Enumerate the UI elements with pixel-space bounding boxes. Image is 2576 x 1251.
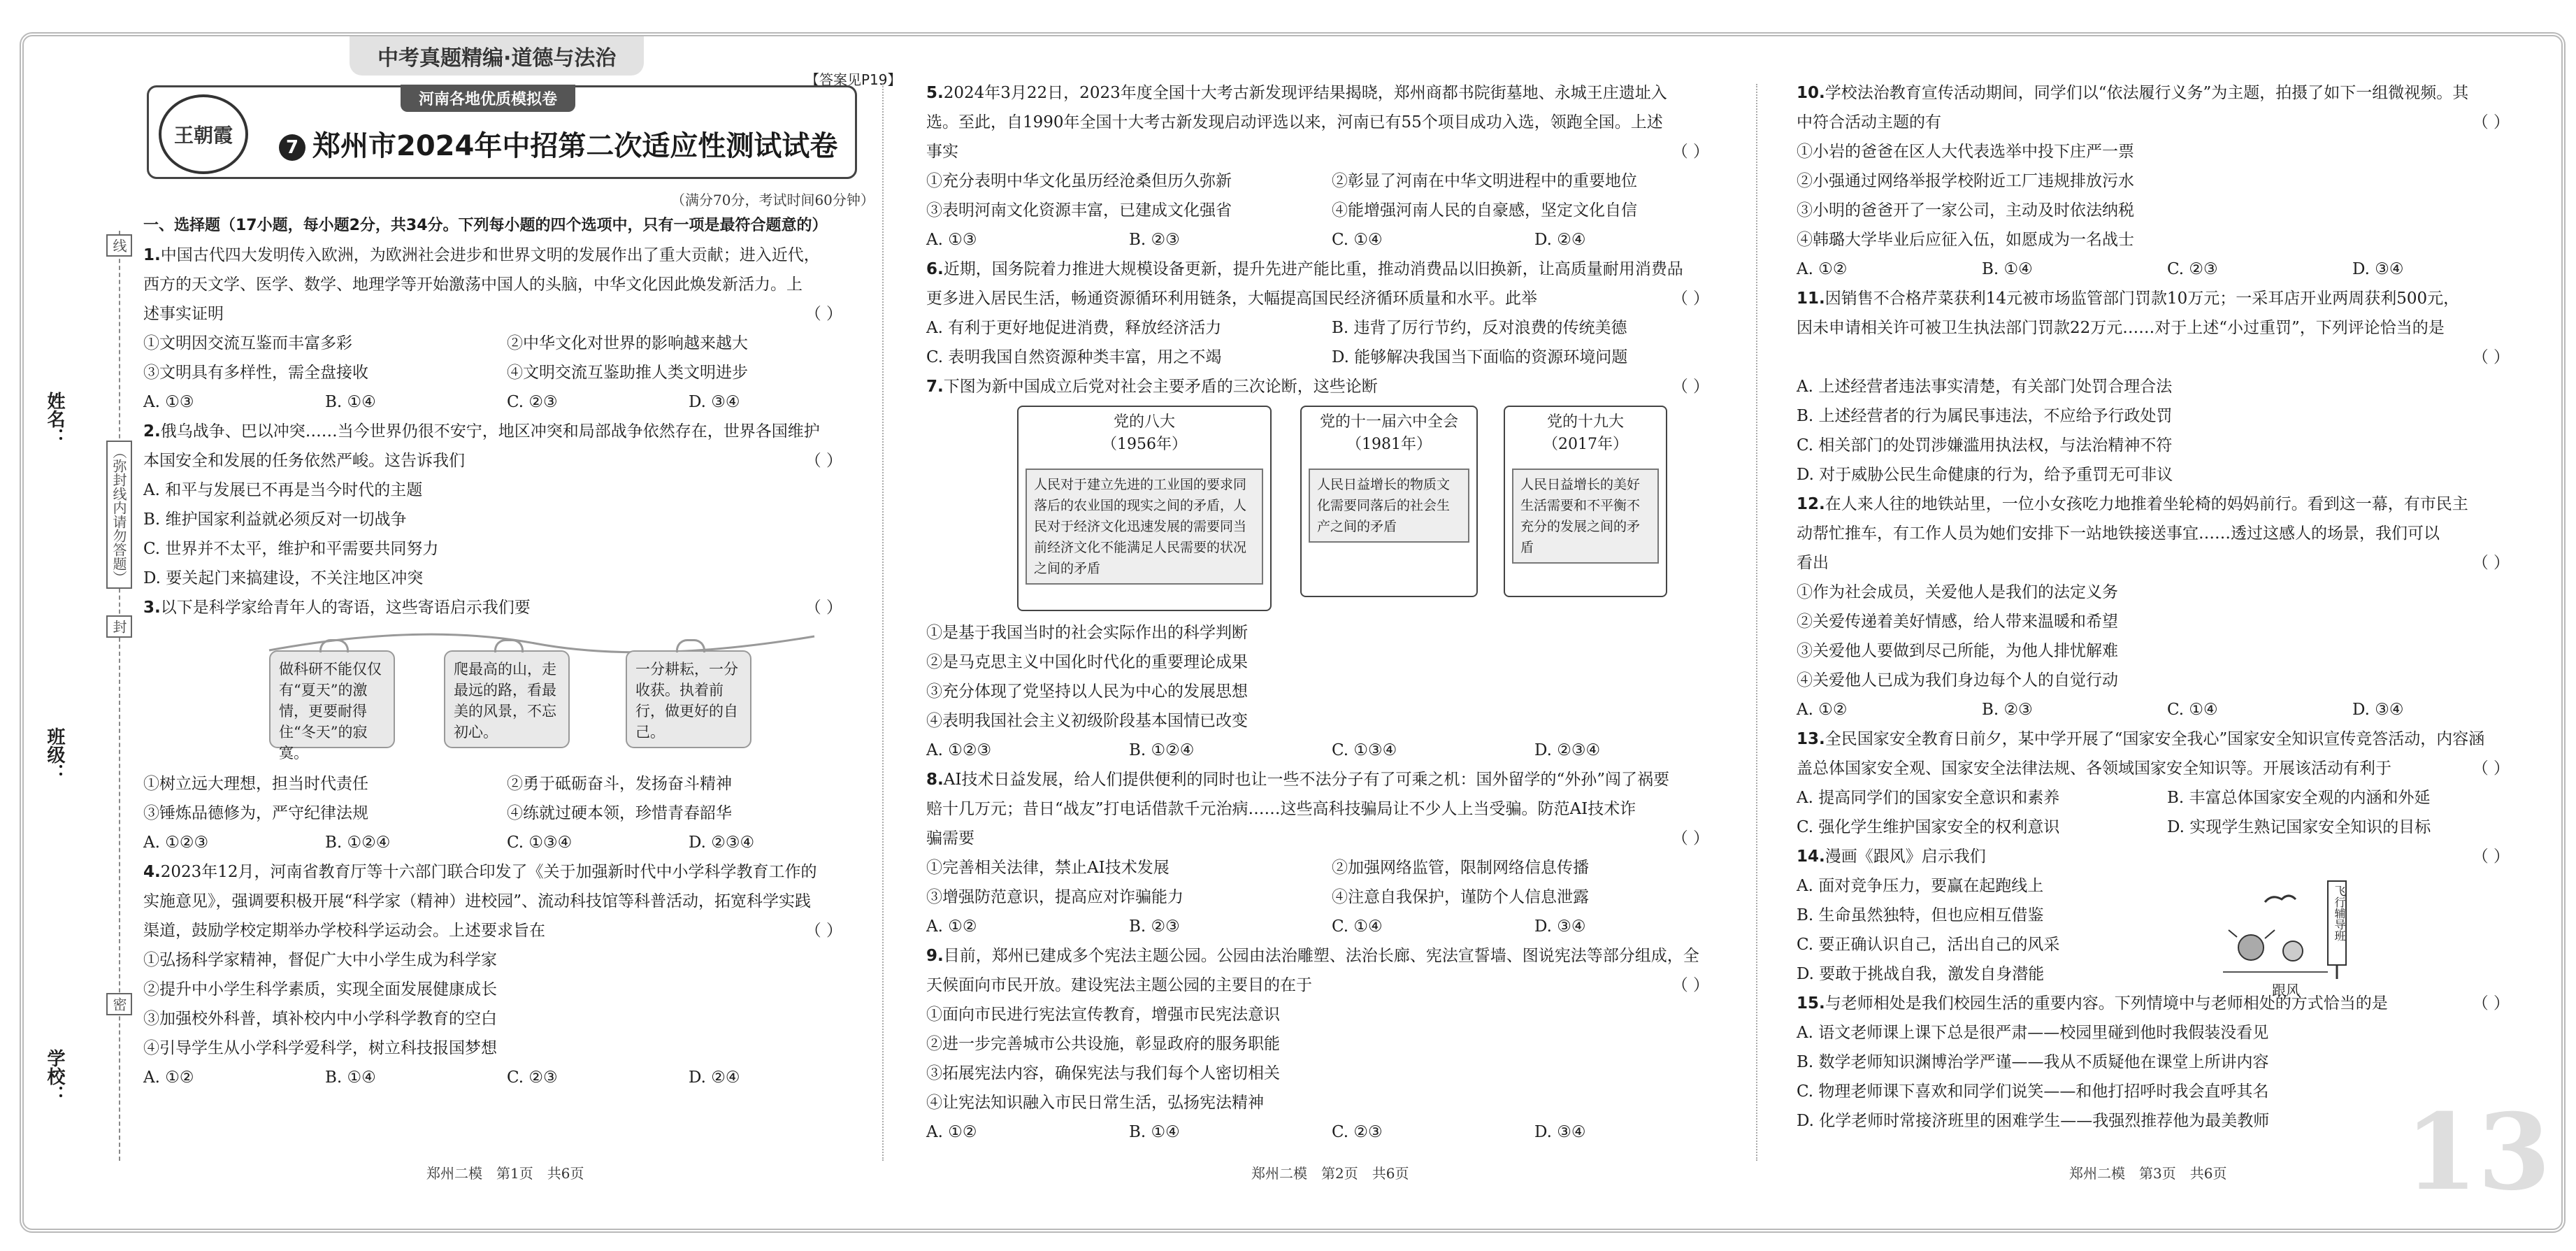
exam-title-text: 郑州市2024年中招第二次适应性测试试卷	[312, 130, 838, 162]
q3-statements: ③锤炼品德修为，严守纪律法规 ④练就过硬本领，珍惜青春韶华	[143, 804, 732, 822]
q15-choice: D. 化学老师时常接济班里的困难学生——我强烈推荐他为最美教师	[1797, 1112, 2270, 1130]
q10-statement: ②小强通过网络举报学校附近工厂违规排放污水	[1797, 172, 2134, 190]
q7-statement: ③充分体现了党坚持以人民为中心的发展思想	[926, 682, 1248, 701]
q13-choices: A. 提高同学们的国家安全意识和素养 B. 丰富总体国家安全观的内涵和外延	[1797, 789, 2431, 807]
q12-statement: ①作为社会成员，关爱他人是我们的法定义务	[1797, 583, 2118, 601]
question-8: 8.AI技术日益发展，给人们提供便利的同时也让一些不法分子有了可乘之机：国外留学的“外孙”闯了祸要	[926, 771, 1669, 789]
q7-statement: ①是基于我国当时的社会实际作出的科学判断	[926, 624, 1248, 642]
q3-tag-1: 做科研不能仅仅有“夏天”的激情，更要耐得住“冬天”的寂寞。	[269, 650, 395, 748]
q1-line: 述事实证明 （ ）	[143, 305, 842, 323]
question-11: 11.因销售不合格芹菜获利14元被市场监管部门罚款10万元；一采耳店开业两周获利500元，	[1797, 289, 2460, 308]
exam-header	[147, 85, 857, 179]
q4-line: 实施意见》，强调要积极开展“科学家（精神）进校园”、流动科技馆等科普活动，拓宽科学实践	[143, 892, 812, 910]
q2-choice-c: C. 世界并不太平，维护和平需要共同努力	[143, 540, 439, 558]
q3-statements: ①树立远大理想，担当时代责任 ②勇于砥砺奋斗，发扬奋斗精神	[143, 775, 732, 793]
q1-line: 西方的天文学、医学、数学、地理学等开始激荡中国人的头脑，中华文化因此焕发新活力。上	[143, 276, 803, 294]
q8-statements: ①完善相关法律，禁止AI技术发展 ②加强网络监管，限制网络信息传播	[926, 859, 1589, 877]
q8-line: 赔十几万元；昔日“战友”打电话借款千元治病……这些高科技骗局让不少人上当受骗。防范AI技术诈	[926, 800, 1636, 818]
q15-choice: B. 数学老师知识渊博治学严谨——我从不质疑他在课堂上所讲内容	[1797, 1053, 2269, 1071]
question-10: 10.学校法治教育宣传活动期间，同学们以“依法履行义务”为主题，拍摄了如下一组微视频。其	[1797, 84, 2469, 102]
section-heading: 一、选择题（17小题，每小题2分，共34分。下列每小题的四个选项中，只有一项是最符合题意的）	[143, 217, 828, 234]
q11-line: 因未申请相关许可被卫生执法部门罚款22万元……对于上述“小过重罚”，下列评论恰当的是	[1797, 319, 2445, 337]
q2-line: 本国安全和发展的任务依然严峻。这告诉我们 （ ）	[143, 452, 842, 470]
seal-char-1: 线	[106, 234, 132, 257]
q3-tag-3: 一分耕耘，一分收获。执着前行，做更好的自己。	[626, 650, 751, 748]
q6-choices: A. 有利于更好地促进消费，释放经济活力 B. 违背了厉行节约，反对浪费的传统美德	[926, 319, 1627, 337]
column-divider	[882, 84, 884, 1161]
q8-statements: ③增强防范意识，提高应对诈骗能力 ④注意自我保护，谨防个人信息泄露	[926, 888, 1589, 906]
q4-statement: ③加强校外科普，填补校内中小学科学教育的空白	[143, 1010, 497, 1028]
q5-choices: A. ①③ B. ②③ C. ①④ D. ②④	[926, 231, 1586, 249]
q10-line: 中符合活动主题的有 （ ）	[1797, 113, 2510, 131]
question-9: 9.目前，郑州已建成多个宪法主题公园。公园由法治雕塑、法治长廊、宪法宣誓墙、图说宪法等部分组成，全	[926, 947, 1699, 965]
q10-statement: ①小岩的爸爸在区人大代表选举中投下庄严一票	[1797, 143, 2134, 161]
q2-choice-d: D. 要关起门来搞建设，不关注地区冲突	[143, 569, 424, 587]
q11-choice: C. 相关部门的处罚涉嫌滥用执法权，与法治精神不符	[1797, 436, 2173, 455]
seal-char-3: 密	[106, 993, 132, 1015]
q4-line: 渠道，鼓励学校定期举办学校科学运动会。上述要求旨在 （ ）	[143, 922, 842, 940]
seal-char-2: 封	[106, 615, 132, 638]
q7-box-2: 党的十一届六中全会 （1981年） 人民日益增长的物质文化需要同落后的社会生产之间的矛盾	[1300, 406, 1478, 597]
question-14: 14.漫画《跟风》启示我们 （ ）	[1797, 848, 2510, 866]
q7-box-3: 党的十九大 （2017年） 人民日益增长的美好生活需要和不平衡不充分的发展之间的矛盾	[1504, 406, 1667, 597]
question-5: 5.2024年3月22日，2023年度全国十大考古新发现评结果揭晓，郑州商都书院街墓地、永城王庄遗址入	[926, 84, 1667, 102]
q12-choices: A. ①② B. ②③ C. ①④ D. ③④	[1797, 701, 2404, 719]
column-1	[143, 211, 870, 1092]
page-number: 13	[2405, 1091, 2551, 1214]
q9-statement: ②进一步完善城市公共设施，彰显政府的服务职能	[926, 1035, 1280, 1053]
q4-statement: ①弘扬科学家精神，督促广大中小学生成为科学家	[143, 951, 497, 969]
q11-choice: B. 上述经营者的行为属民事违法，不应给予行政处罚	[1797, 407, 2173, 425]
q7-box-1: 党的八大 （1956年） 人民对于建立先进的工业国的要求同落后的农业国的现实之间的矛盾，人民对于经济文化迅速发展的需要同当前经济文化不能满足人民需要的状况之间的矛盾	[1017, 406, 1272, 611]
class-label: 班级：	[44, 727, 65, 782]
q13-choices: C. 强化学生维护国家安全的权利意识 D. 实现学生熟记国家安全知识的目标	[1797, 818, 2431, 836]
q8-choices: A. ①② B. ②③ C. ①④ D. ③④	[926, 917, 1586, 936]
q3-tags	[143, 622, 870, 769]
q11-paren: （ ）	[2472, 348, 2510, 366]
q9-statement: ①面向市民进行宪法宣传教育，增强市民宪法意识	[926, 1006, 1280, 1024]
q7-diagram	[926, 401, 1737, 618]
q5-line: 选。至此，自1990年全国十大考古新发现启动评选以来，河南已有55个项目成功入选，领跑全国。上述	[926, 113, 1663, 131]
question-1: 1.中国古代四大发明传入欧洲，为欧洲社会进步和世界文明的发展作出了重大贡献；进入近代，	[143, 246, 820, 264]
exam-number: 7	[279, 134, 305, 161]
q10-choices: A. ①② B. ①④ C. ②③ D. ③④	[1797, 260, 2404, 278]
answer-reference: 【答案见P19】	[805, 71, 902, 88]
q1-statements: ①文明因交流互鉴而丰富多彩 ②中华文化对世界的影响越来越大	[143, 334, 748, 352]
q9-statement: ④让宪法知识融入市民日常生活，弘扬宪法精神	[926, 1094, 1264, 1112]
seal-note: （弥封线内请勿答题）	[106, 441, 132, 589]
name-label: 姓名：	[44, 392, 65, 446]
top-banner: 中考真题精编·道德与法治	[350, 36, 644, 76]
q9-choices: A. ①② B. ①④ C. ②③ D. ③④	[926, 1123, 1586, 1141]
q4-choices: A. ①② B. ①④ C. ②③ D. ②④	[143, 1068, 740, 1087]
q10-statement: ③小明的爸爸开了一家公司，主动及时依法纳税	[1797, 201, 2134, 220]
q14-cartoon	[2223, 874, 2356, 999]
q12-statement: ④关爱他人已成为我们身边每个人的自觉行动	[1797, 671, 2118, 689]
q12-statement: ③关爱他人要做到尽己所能，为他人排忧解难	[1797, 642, 2118, 660]
question-13: 13.全民国家安全教育日前夕，某中学开展了“国家安全我心”国家安全知识宣传竞答活动，内容涵	[1797, 730, 2485, 748]
q4-statement: ②提升中小学生科学素质，实现全面发展健康成长	[143, 980, 497, 999]
q14-cartoon-caption: 跟风	[2272, 982, 2300, 999]
q14-choice: A. 面对竞争压力，要赢在起跑线上	[1797, 877, 2044, 895]
q11-choice: D. 对于威胁公民生命健康的行为，给予重罚无可非议	[1797, 466, 2173, 484]
question-2: 2.俄乌战争、巴以冲突……当今世界仍很不安宁，地区冲突和局部战争依然存在，世界各国维护	[143, 422, 820, 441]
q9-line: 天候面向市民开放。建设宪法主题公园的主要目的在于 （ ）	[926, 976, 1709, 994]
q14-choice: D. 要敢于挑战自我，激发自身潜能	[1797, 965, 2045, 983]
q10-statement: ④韩璐大学毕业后应征入伍，如愿成为一名战士	[1797, 231, 2134, 249]
school-label: 学校：	[44, 1049, 65, 1103]
column-2	[926, 78, 1737, 1147]
exam-meta: （满分70分，考试时间60分钟）	[671, 192, 875, 208]
q6-choices: C. 表明我国自然资源种类丰富，用之不竭 D. 能够解决我国当下面临的资源环境问题	[926, 348, 1628, 366]
question-15: 15.与老师相处是我们校园生活的重要内容。下列情境中与老师相处的方式恰当的是 （ ）	[1797, 994, 2510, 1013]
q14-choice: C. 要正确认识自己，活出自己的风采	[1797, 936, 2060, 954]
q2-choice-a: A. 和平与发展已不再是当今时代的主题	[143, 481, 423, 499]
q5-statements: ①充分表明中华文化虽历经沧桑但历久弥新 ②彰显了河南在中华文明进程中的重要地位	[926, 172, 1637, 190]
q7-statement: ④表明我国社会主义初级阶段基本国情已改变	[926, 712, 1248, 730]
q14-cartoon-sign: 飞行辅导班	[2333, 885, 2346, 941]
question-4: 4.2023年12月，河南省教育厅等十六部门联合印发了《关于加强新时代中小学科学教育工作的	[143, 863, 817, 881]
q4-statement: ④引导学生从小学科学爱科学，树立科技报国梦想	[143, 1039, 497, 1057]
q7-choices: A. ①②③ B. ①②④ C. ①③④ D. ②③④	[926, 741, 1601, 759]
q5-statements: ③表明河南文化资源丰富，已建成文化强省 ④能增强河南人民的自豪感，坚定文化自信	[926, 201, 1637, 220]
q6-line: 更多进入居民生活，畅通资源循环利用链条，大幅提高国民经济循环质量和水平。此举 （ ）	[926, 289, 1709, 308]
q8-line: 骗需要 （ ）	[926, 829, 1709, 848]
q2-choice-b: B. 维护国家利益就必须反对一切战争	[143, 510, 407, 529]
q3-tag-2: 爬最高的山，走最远的路，看最美的风景，不忘初心。	[444, 650, 570, 748]
header-tag: 河南各地优质模拟卷	[401, 85, 575, 112]
column-3	[1797, 78, 2538, 1136]
seal-line	[119, 231, 120, 1161]
footer-page-1: 郑州二模 第1页 共6页	[426, 1165, 584, 1182]
q1-choices: A. ①③ B. ①④ C. ②③ D. ③④	[143, 393, 740, 411]
q3-choices: A. ①②③ B. ①②④ C. ①③④ D. ②③④	[143, 834, 755, 852]
q9-statement: ③拓展宪法内容，确保宪法与我们每个人密切相关	[926, 1064, 1280, 1082]
footer-page-2: 郑州二模 第2页 共6页	[1251, 1165, 1409, 1182]
exam-title	[279, 124, 837, 164]
q12-statement: ②关爱传递着美好情感，给人带来温暖和希望	[1797, 613, 2118, 631]
question-3: 3.以下是科学家给青年人的寄语，这些寄语启示我们要 （ ）	[143, 599, 842, 617]
q12-line: 看出 （ ）	[1797, 554, 2510, 572]
q13-line: 盖总体国家安全观、国家安全法律法规、各领域国家安全知识等。开展该活动有利于 （ ）	[1797, 759, 2510, 778]
q7-statement: ②是马克思主义中国化时代化的重要理论成果	[926, 653, 1248, 671]
q14-choice: B. 生命虽然独特，但也应相互借鉴	[1797, 906, 2044, 924]
publisher-logo: 王朝霞	[159, 94, 248, 174]
question-12: 12.在人来人往的地铁站里，一位小女孩吃力地推着坐轮椅的妈妈前行。看到这一幕，有市民主	[1797, 495, 2468, 513]
q5-line: 事实 （ ）	[926, 143, 1709, 161]
column-divider	[1756, 84, 1757, 1161]
footer-page-3: 郑州二模 第3页 共6页	[2069, 1165, 2227, 1182]
q15-choice: A. 语文老师课上课下总是很严肃——校园里碰到他时我假装没看见	[1797, 1024, 2269, 1042]
question-7: 7.下图为新中国成立后党对社会主要矛盾的三次论断，这些论断 （ ）	[926, 378, 1709, 396]
q12-line: 动帮忙推车，有工作人员为她们安排下一站地铁接送事宜……透过这感人的场景，我们可以	[1797, 524, 2440, 543]
q11-choice: A. 上述经营者违法事实清楚，有关部门处罚合理合法	[1797, 378, 2173, 396]
q1-statements: ③文明具有多样性，需全盘接收 ④文明交流互鉴助推人类文明进步	[143, 364, 748, 382]
question-6: 6.近期，国务院着力推进大规模设备更新，提升先进产能比重，推动消费品以旧换新，让高质量耐用消费品	[926, 260, 1683, 278]
q15-choice: C. 物理老师课下喜欢和同学们说笑——和他打招呼时我会直呼其名	[1797, 1082, 2269, 1101]
